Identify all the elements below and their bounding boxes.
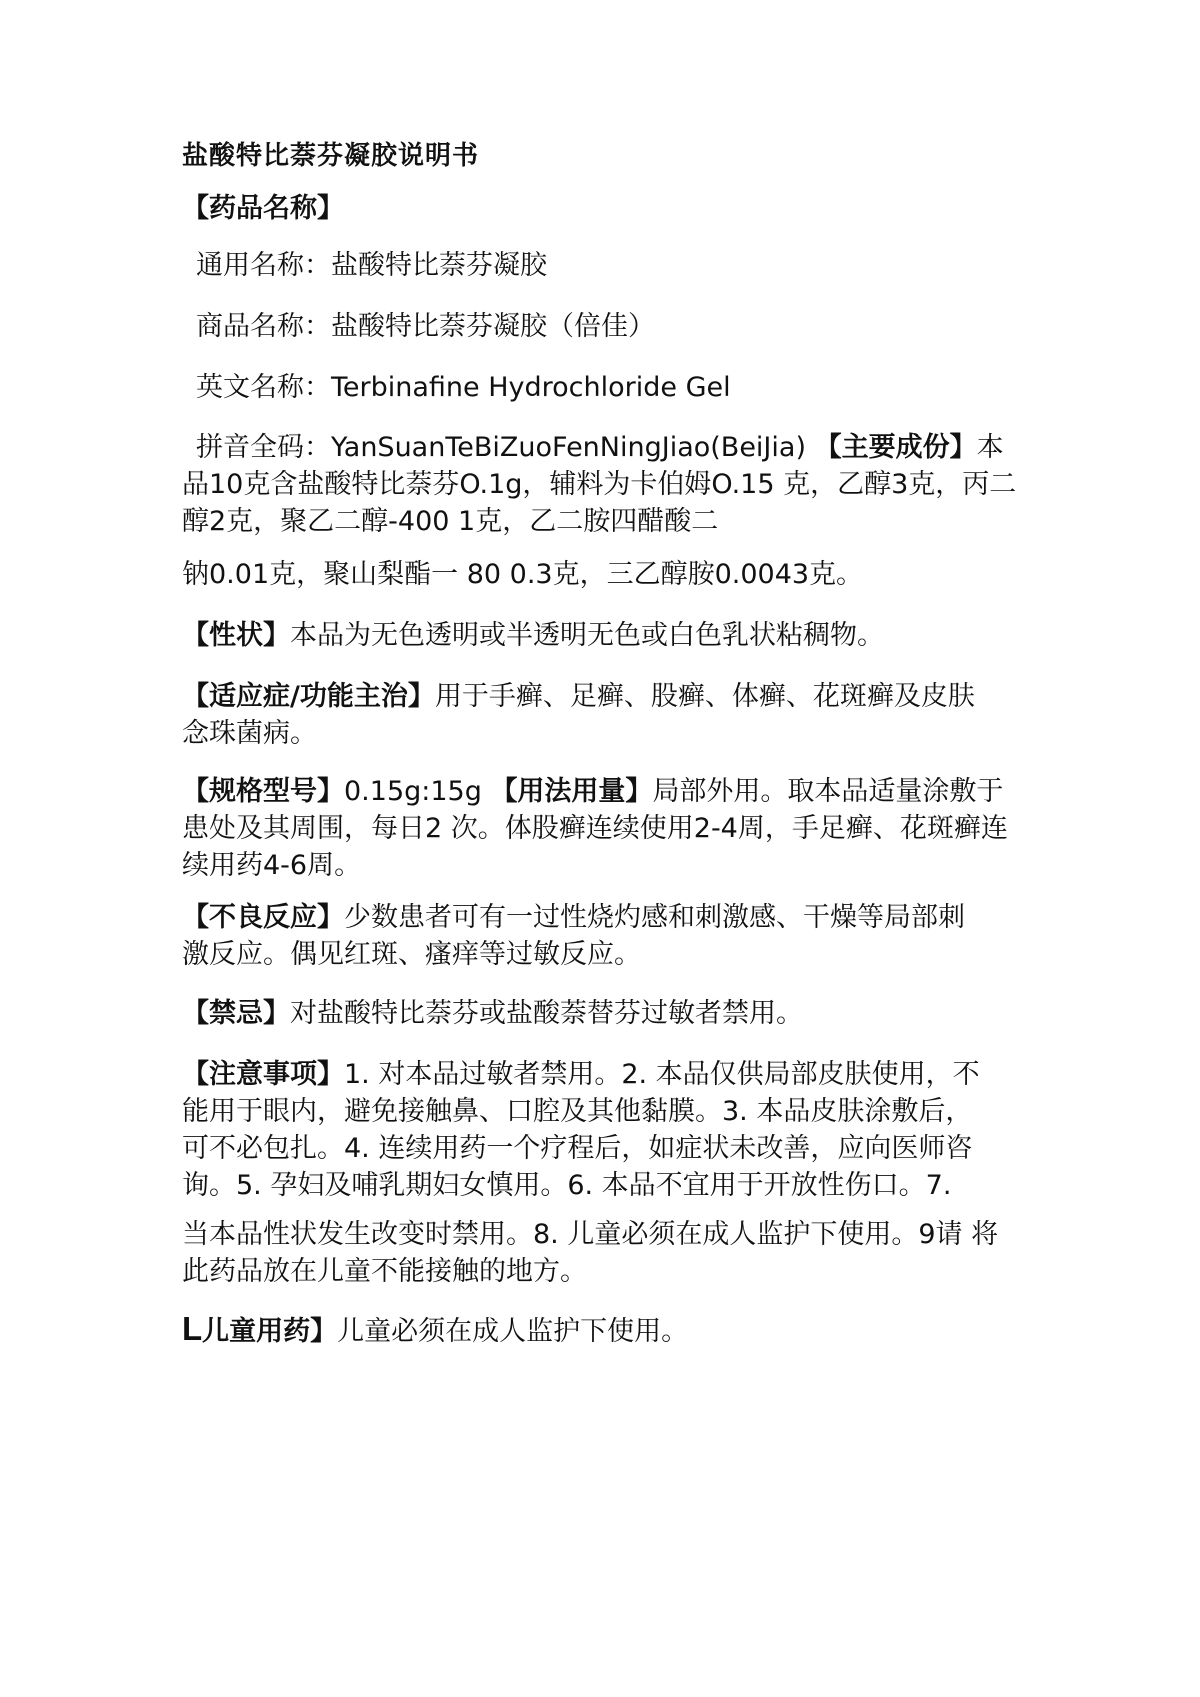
character-text: 本品为无色透明或半透明无色或白色乳状粘稠物。 [290,620,884,651]
adverse-line-1: 少数患者可有一过性烧灼感和刺激感、干燥等局部刺 [344,902,965,933]
section-cautions [182,1056,1042,1204]
section-indication [182,678,1042,752]
section-cautions-continued [182,1216,1042,1290]
section-children [182,1310,1042,1350]
children-text: 儿童必须在成人监护下使用。 [337,1316,689,1347]
section-contraindications [182,995,1042,1032]
cautions-line-5: 当本品性状发生改变时禁用。8. 儿童必须在成人监护下使用。9请 将 [182,1219,999,1250]
section-character [182,617,1042,654]
cautions-line-3: 可不必包扎。4. 连续用药一个疗程后，如症状未改善，应向医师咨 [182,1133,973,1164]
pinyin-name: 拼音全码：YanSuanTeBiZuoFenNingJiao(BeiJia) [196,432,806,463]
cautions-line-4: 询。5. 孕妇及哺乳期妇女慎用。6. 本品不宜用于开放性伤口。7. [182,1170,952,1201]
section-heading-contraindications: 【禁忌】 [182,998,290,1029]
section-heading-children-l: L [182,1310,203,1347]
cautions-line-1: 1. 对本品过敏者禁用。2. 本品仅供局部皮肤使用，不 [344,1059,980,1090]
section-heading-cautions: 【注意事项】 [182,1059,344,1090]
cautions-line-2: 能用于眼内，避免接触鼻、口腔及其他黏膜。3. 本品皮肤涂敷后， [182,1096,973,1127]
section-heading-children: 儿童用药】 [202,1316,338,1347]
cautions-line-6: 此药品放在儿童不能接触的地方。 [182,1256,587,1287]
usage-line-3: 续用药4-6周。 [182,850,362,881]
indication-line-2: 念珠菌病。 [182,718,317,749]
usage-line-1: 局部外用。取本品适量涂敷于 [652,776,1004,807]
contraindications-text: 对盐酸特比萘芬或盐酸萘替芬过敏者禁用。 [290,998,803,1029]
adverse-line-2: 激反应。偶见红斑、瘙痒等过敏反应。 [182,939,641,970]
ingredients-line-2: 品10克含盐酸特比萘芬O.1g，辅料为卡伯姆O.15 克，乙醇3克，丙二 [182,469,1017,500]
generic-name: 通用名称：盐酸特比萘芬凝胶 [196,250,547,281]
pinyin-and-ingredients [182,429,1042,540]
ingredients-line-4: 钠0.01克，聚山梨酯一 80 0.3克，三乙醇胺0.0043克。 [182,559,864,590]
document-title: 盐酸特比萘芬凝胶说明书 [182,141,480,171]
section-heading-character: 【性状】 [182,620,290,651]
trade-name: 商品名称：盐酸特比萘芬凝胶（倍佳） [196,311,655,342]
indication-line-1: 用于手癣、足癣、股癣、体癣、花斑癣及皮肤 [434,681,975,712]
section-spec-usage [182,773,1042,884]
english-name: 英文名称：Terbinafine Hydrochloride Gel [196,372,731,403]
usage-line-2: 患处及其周围，每日2 次。体股癣连续使用2-4周，手足癣、花斑癣连 [182,813,1008,844]
section-heading-adverse: 【不良反应】 [182,902,344,933]
section-heading-indication: 【适应症/功能主治】 [182,681,435,712]
section-heading-ingredients: 【主要成份】 [814,432,977,463]
ingredients-line-1-tail: 本 [976,432,1004,463]
section-heading-spec: 【规格型号】 [182,776,344,807]
section-heading-usage: 【用法用量】 [490,776,653,807]
section-heading-drug-name: 【药品名称】 [182,193,344,224]
spec-value: 0.15g:15g [344,776,491,807]
ingredients-line-3: 醇2克，聚乙二醇-400 1克，乙二胺四醋酸二 [182,506,719,537]
section-adverse [182,899,1042,973]
